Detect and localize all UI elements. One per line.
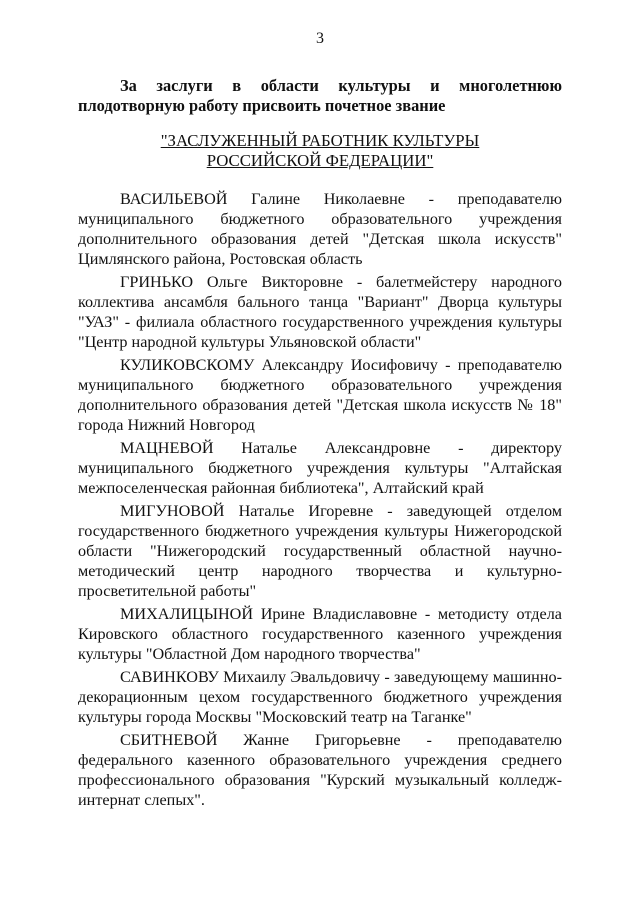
decree-intro-line-1: За заслуги в области культуры и многолетнюю (120, 76, 562, 95)
honorary-title-line-2: РОССИЙСКОЙ ФЕДЕРАЦИИ" (206, 151, 434, 170)
awardee-entry: САВИНКОВУ Михаилу Эвальдовичу - заведующему машинно-декорационным цехом государственного бюджетного учреждения культуры города Москвы "Московский театр на Таганке" (78, 668, 562, 726)
awardee-entry: КУЛИКОВСКОМУ Александру Иосифовичу - преподавателю муниципального бюджетного образовательного учреждения дополнительного образования детей "Детская школа искусств № 18" города Нижний Новгород (78, 356, 562, 434)
decree-intro-line-2: плодотворную работу присвоить почетное звание (78, 96, 446, 115)
page-number: 3 (316, 30, 324, 47)
awardee-list (78, 189, 562, 813)
awardee-entry: ВАСИЛЬЕВОЙ Галине Николаевне - преподавателю муниципального бюджетного образовательного учреждения дополнительного образования детей "Детская школа искусств" Цимлянского района, Ростовская область (78, 190, 562, 268)
honorary-title-line-1: "ЗАСЛУЖЕННЫЙ РАБОТНИК КУЛЬТУРЫ (160, 131, 480, 150)
decree-intro (78, 76, 562, 116)
awardee-entry: СБИТНЕВОЙ Жанне Григорьевне - преподавателю федерального казенного образовательного учреждения среднего профессионального образования "Курский музыкальный колледж-интернат слепых". (78, 731, 562, 809)
awardee-entry: МИХАЛИЦЫНОЙ Ирине Владиславовне - методисту отдела Кировского областного государственного казенного учреждения культуры "Областной Дом народного творчества" (78, 605, 562, 663)
honorary-title (0, 131, 640, 171)
awardee-entry: МАЦНЕВОЙ Наталье Александровне - директору муниципального бюджетного учреждения культуры "Алтайская межпоселенческая районная библиотека", Алтайский край (78, 439, 562, 497)
awardee-entry: ГРИНЬКО Ольге Викторовне - балетмейстеру народного коллектива ансамбля бального танца "Вариант" Дворца культуры "УАЗ" - филиала областного государственного учреждения культуры "Центр народной культуры Ульяновской области" (78, 273, 562, 351)
awardee-entry: МИГУНОВОЙ Наталье Игоревне - заведующей отделом государственного бюджетного учреждения культуры Нижегородской области "Нижегородский государственный областной научно-методический центр народного творчества и культурно-просветительной работы" (78, 502, 562, 600)
